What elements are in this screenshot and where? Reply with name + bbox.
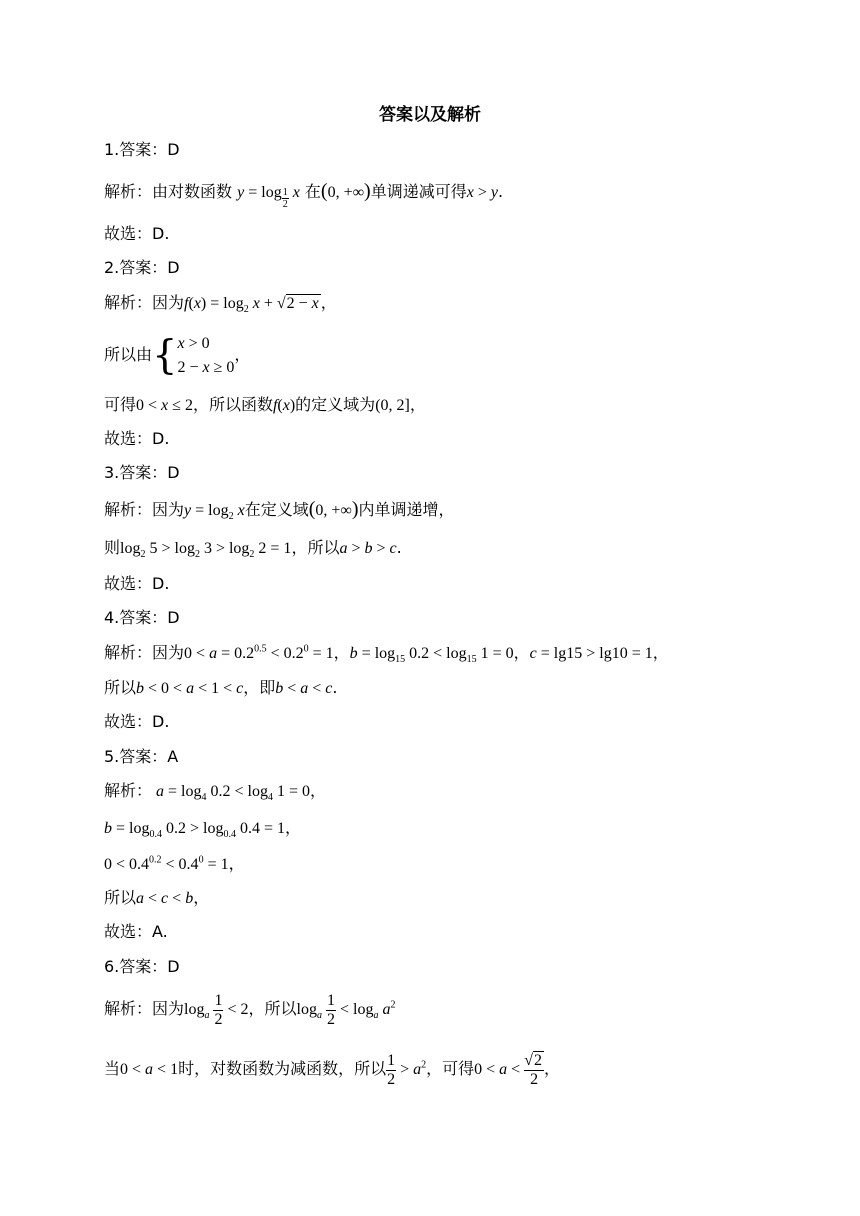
page-title: 答案以及解析 xyxy=(379,105,481,125)
analysis-5-line2: $b = \log_{0.4} 0.2 > \log_{0.4} 0.4 = 1$， xyxy=(104,818,301,841)
analysis-2: 解析：因为$f(x) = \log_2 x + √2 - x$ ， xyxy=(104,293,337,316)
analysis-1: 解析：由对数函数 y = log $_{\frac{1}{2}}$ x 在(0, +∞)单调递减可得x > y. xyxy=(104,180,504,211)
brace: { xyxy=(152,332,178,379)
analysis-5-line4: 所以a < c < b， xyxy=(104,888,210,907)
analysis-6: 解析：因为$\log_a$ $\frac{1}{2}$ < 2，所以$\log_a$ $\frac{1}{2}$ < $\log_a a^2$ xyxy=(104,991,396,1028)
answer-2: 2.答案：D xyxy=(104,258,180,277)
interval-1: (0, +∞) xyxy=(320,180,371,202)
analysis-5-line3: $0 < 0.4^{0.2} < 0.4^0 = 1$， xyxy=(104,854,245,873)
conclusion-5: 故选：A. xyxy=(104,922,168,941)
analysis-2-line3: 可得0 < x ≤ 2，所以函数f(x)的定义域为(0, 2]， xyxy=(104,395,426,414)
formula-1a: y = log $_{\frac{1}{2}}$ x xyxy=(237,184,300,211)
answer-4: 4.答案：D xyxy=(104,608,180,627)
analysis-4-line2: 所以b < 0 < a < 1 < c，即b < a < c. xyxy=(104,678,338,697)
conclusion-4: 故选：D. xyxy=(104,712,170,731)
analysis-2-line2: 所以由{ x > 0 2 − x ≥ 0 ， xyxy=(104,332,251,379)
conclusion-2: 故选：D. xyxy=(104,429,170,448)
analysis-3-line2: 则$\log_2 5 > \log_2 3 > \log_2 2 = 1$，所以a > b > c. xyxy=(104,538,402,561)
answer-1: 1.答案：D xyxy=(104,140,180,159)
analysis-6-line2: 当0 < a < 1时，对数函数为减函数，所以 $\frac{1}{2}$ > $a^2$，可得0 < a < $\frac{√2}{2}$ ， xyxy=(104,1051,560,1088)
analysis-4: 解析：因为$0 < a = 0.2^{0.5} < 0.2^0 = 1$，$b = \log_{15} 0.2 < \log_{15} 1 = 0$，c = lg15 > lg10 = 1， xyxy=(104,643,669,666)
answer-5: 5.答案：A xyxy=(104,747,179,766)
answer-3: 3.答案：D xyxy=(104,463,180,482)
analysis-5: 解析： $a = \log_4 0.2 < \log_4 1 = 0$， xyxy=(104,781,326,804)
analysis-3: 解析：因为$y = \log_2 x$在定义域(0, +∞)内单调递增， xyxy=(104,498,455,523)
inequality-system: x > 0 2 − x ≥ 0 xyxy=(177,334,235,376)
conclusion-3: 故选：D. xyxy=(104,574,170,593)
formula-2a: $f(x) = \log_2 x + √2 - x$ xyxy=(184,295,319,316)
answer-6: 6.答案：D xyxy=(104,957,180,976)
conclusion-1: 故选：D. xyxy=(104,224,170,243)
